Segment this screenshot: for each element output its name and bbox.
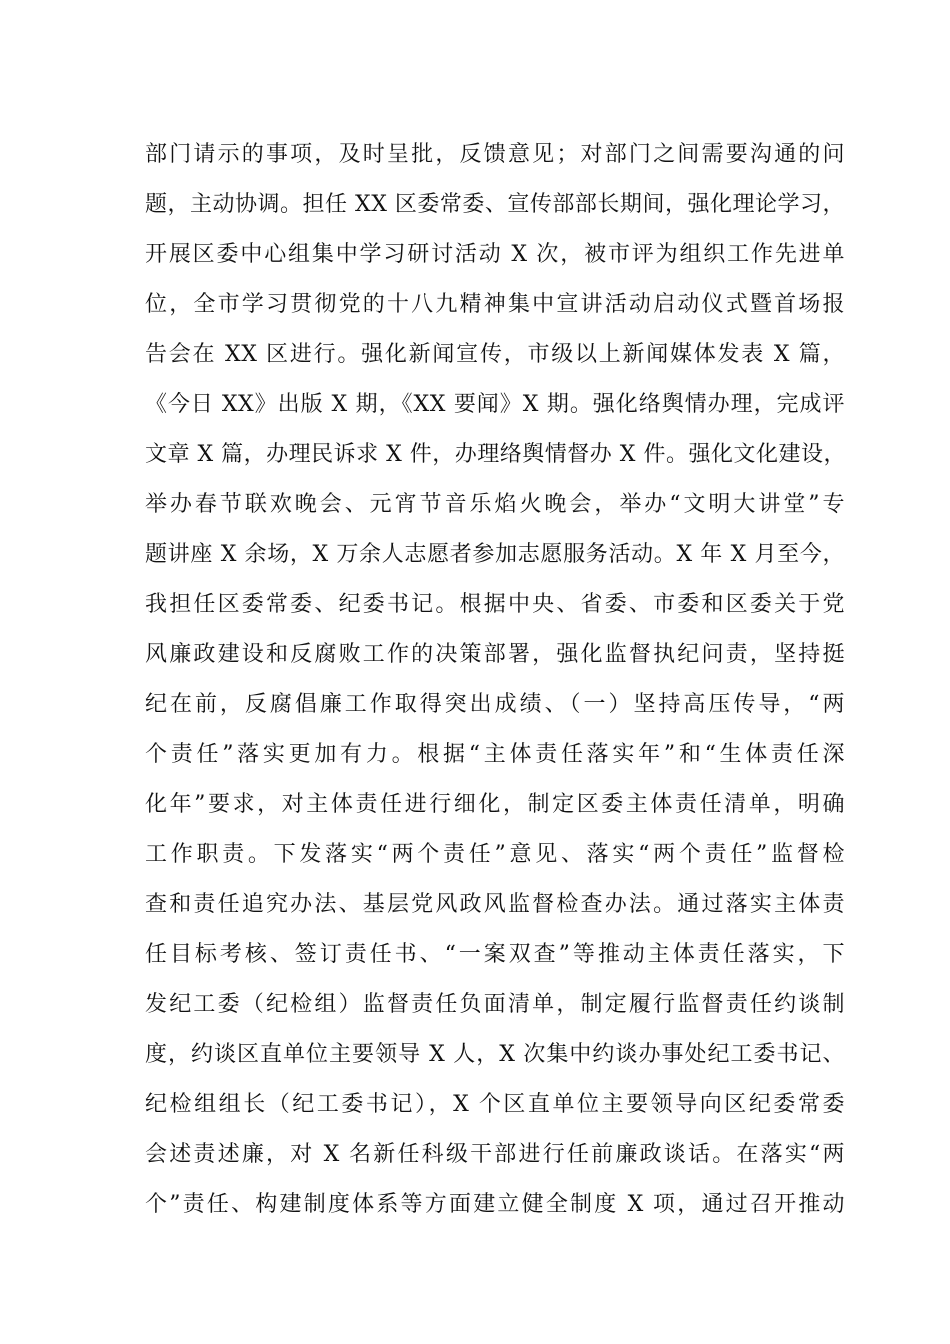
- text-line: 举办春节联欢晚会、元宵节音乐焰火晚会，举办“文明大讲堂”专: [145, 492, 845, 517]
- text-line: 《今日 XX》出版 X 期，《XX 要闻》X 期。强化络舆情办理，完成评: [145, 392, 845, 417]
- text-line: 个责任”落实更加有力。根据“主体责任落实年”和“生体责任深: [145, 742, 845, 767]
- text-line: 部门请示的事项，及时呈批，反馈意见；对部门之间需要沟通的问: [145, 142, 845, 167]
- text-line: 会述责述廉，对 X 名新任科级干部进行任前廉政谈话。在落实“两: [145, 1142, 845, 1167]
- text-line: 发纪工委（纪检组）监督责任负面清单，制定履行监督责任约谈制: [145, 992, 845, 1017]
- text-line: 度，约谈区直单位主要领导 X 人，X 次集中约谈办事处纪工委书记、: [145, 1042, 845, 1067]
- text-line: 我担任区委常委、纪委书记。根据中央、省委、市委和区委关于党: [145, 592, 845, 617]
- document-body: [145, 130, 845, 1230]
- text-line: 告会在 XX 区进行。强化新闻宣传，市级以上新闻媒体发表 X 篇，: [145, 342, 845, 367]
- text-line: 任目标考核、签订责任书、“一案双查”等推动主体责任落实，下: [145, 942, 845, 967]
- text-line: 化年”要求，对主体责任进行细化，制定区委主体责任清单，明确: [145, 792, 845, 817]
- text-line: 纪检组组长（纪工委书记），X 个区直单位主要领导向区纪委常委: [145, 1092, 845, 1117]
- text-line: 纪在前，反腐倡廉工作取得突出成绩、（一）坚持高压传导，“两: [145, 692, 845, 717]
- text-line: 开展区委中心组集中学习研讨活动 X 次，被市评为组织工作先进单: [145, 242, 845, 267]
- text-line: 题，主动协调。担任 XX 区委常委、宣传部部长期间，强化理论学习，: [145, 192, 845, 217]
- text-line: 查和责任追究办法、基层党风政风监督检查办法。通过落实主体责: [145, 892, 845, 917]
- text-line: 个”责任、构建制度体系等方面建立健全制度 X 项，通过召开推动: [145, 1192, 845, 1217]
- text-line: 工作职责。下发落实“两个责任”意见、落实“两个责任”监督检: [145, 842, 845, 867]
- text-line: 题讲座 X 余场，X 万余人志愿者参加志愿服务活动。X 年 X 月至今，: [145, 542, 845, 567]
- text-line: 位，全市学习贯彻党的十八九精神集中宣讲活动启动仪式暨首场报: [145, 292, 845, 317]
- text-line: 风廉政建设和反腐败工作的决策部署，强化监督执纪问责，坚持挺: [145, 642, 845, 667]
- text-line: 文章 X 篇，办理民诉求 X 件，办理络舆情督办 X 件。强化文化建设，: [145, 442, 846, 467]
